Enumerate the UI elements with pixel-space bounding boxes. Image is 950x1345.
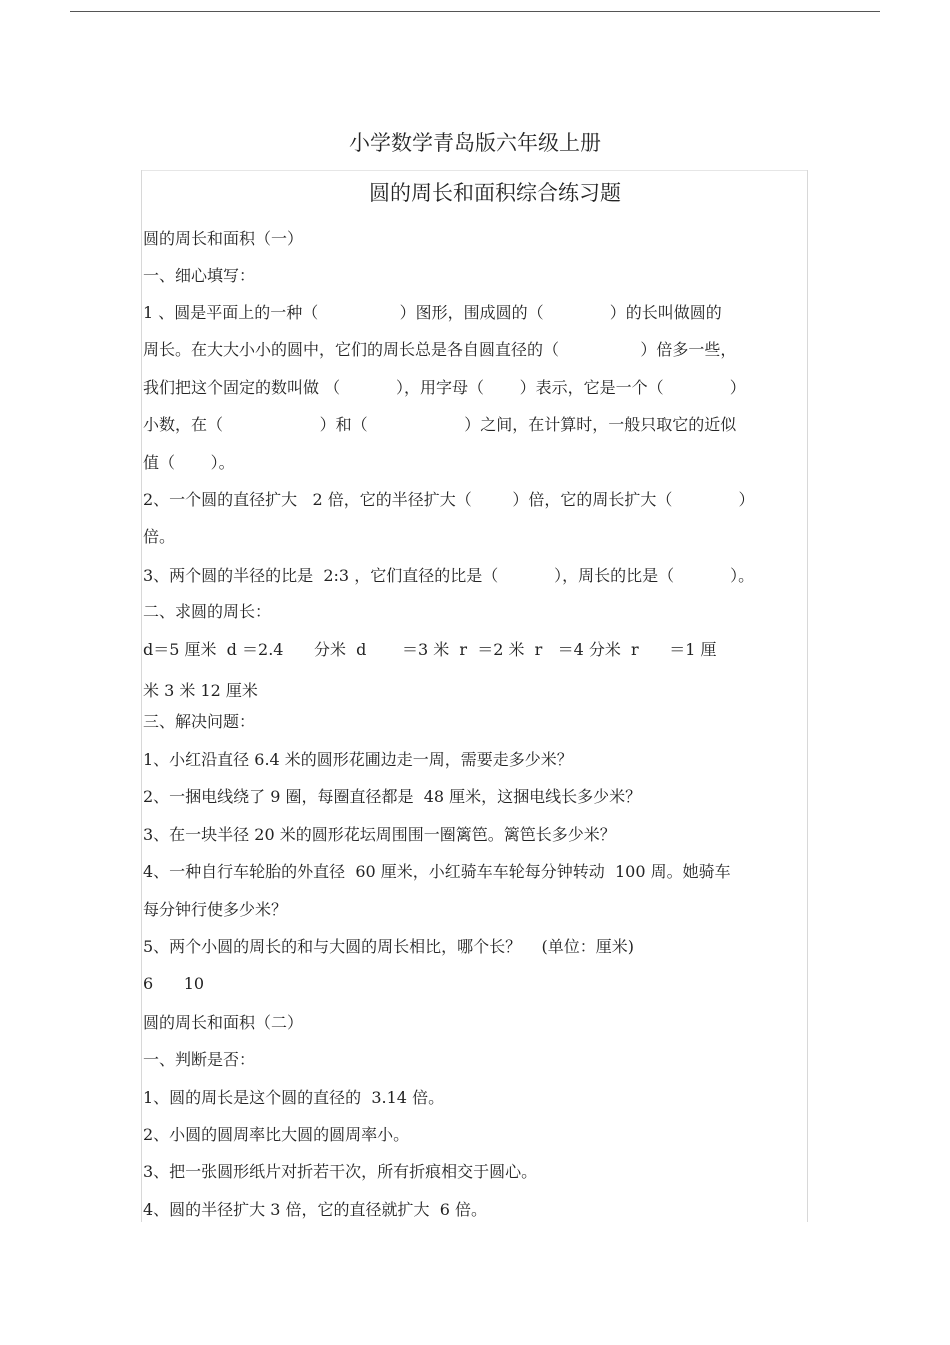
question-line: 6 10 <box>143 974 205 993</box>
question-line: 小数，在（ ）和（ ）之间，在计算时，一般只取它的近似 <box>143 415 737 434</box>
section-heading-1: 圆的周长和面积（一） <box>143 229 304 248</box>
question-line: 我们把这个固定的数叫做 （ ），用字母（ ）表示，它是一个（ ） <box>143 378 746 397</box>
question-line: 倍。 <box>143 527 176 546</box>
question-line: 3、在一块半径 20 米的圆形花坛周围围一圈篱笆。篱笆长多少米？ <box>143 825 616 844</box>
frame-left-border <box>141 170 142 1222</box>
document-title: 小学数学青岛版六年级上册 <box>349 131 601 155</box>
question-line: 1 、圆是平面上的一种（ ）图形，围成圆的（ ）的长叫做圆的 <box>143 303 722 322</box>
question-line: 3、两个圆的半径的比是 2:3 ，它们直径的比是（ ），周长的比是（ ）。 <box>143 566 755 585</box>
question-line: 每分钟行使多少米？ <box>143 900 288 919</box>
document-subtitle: 圆的周长和面积综合练习题 <box>369 181 621 205</box>
part-heading-problems: 三、解决问题： <box>143 712 256 731</box>
question-line: 值（ ）。 <box>143 453 235 472</box>
part-heading-judge: 一、判断是否： <box>143 1050 256 1069</box>
question-line: d＝5 厘米 d ＝2.4 分米 d ＝3 米 r ＝2 米 r ＝4 分米 r ＝1 厘 <box>143 640 717 659</box>
question-line: 周长。在大大小小的圆中，它们的周长总是各自圆直径的（ ）倍多一些， <box>143 340 737 359</box>
section-heading-2: 圆的周长和面积（二） <box>143 1013 304 1032</box>
question-line: 米 3 米 12 厘米 <box>143 681 258 700</box>
question-line: 4、一种自行车轮胎的外直径 60 厘米，小红骑车车轮每分钟转动 100 周。她骑车 <box>143 862 731 881</box>
question-line: 1、小红沿直径 6.4 米的圆形花圃边走一周，需要走多少米？ <box>143 750 573 769</box>
top-rule <box>70 11 880 12</box>
question-line: 5、两个小圆的周长的和与大圆的周长相比，哪个长？ (单位：厘米) <box>143 937 635 956</box>
question-line: 2、小圆的圆周率比大圆的圆周率小。 <box>143 1125 410 1144</box>
frame-top-border <box>141 170 808 171</box>
question-line: 3、把一张圆形纸片对折若干次，所有折痕相交于圆心。 <box>143 1162 538 1181</box>
question-line: 2、一个圆的直径扩大 2 倍，它的半径扩大（ ）倍，它的周长扩大（ ） <box>143 490 755 509</box>
frame-right-border <box>807 170 808 1222</box>
question-line: 4、圆的半径扩大 3 倍，它的直径就扩大 6 倍。 <box>143 1200 487 1219</box>
part-heading-fill: 一、细心填写： <box>143 266 256 285</box>
question-line: 1、圆的周长是这个圆的直径的 3.14 倍。 <box>143 1088 445 1107</box>
question-line: 2、一捆电线绕了 9 圈，每圈直径都是 48 厘米，这捆电线长多少米？ <box>143 787 642 806</box>
part-heading-circumference: 二、求圆的周长： <box>143 602 272 621</box>
